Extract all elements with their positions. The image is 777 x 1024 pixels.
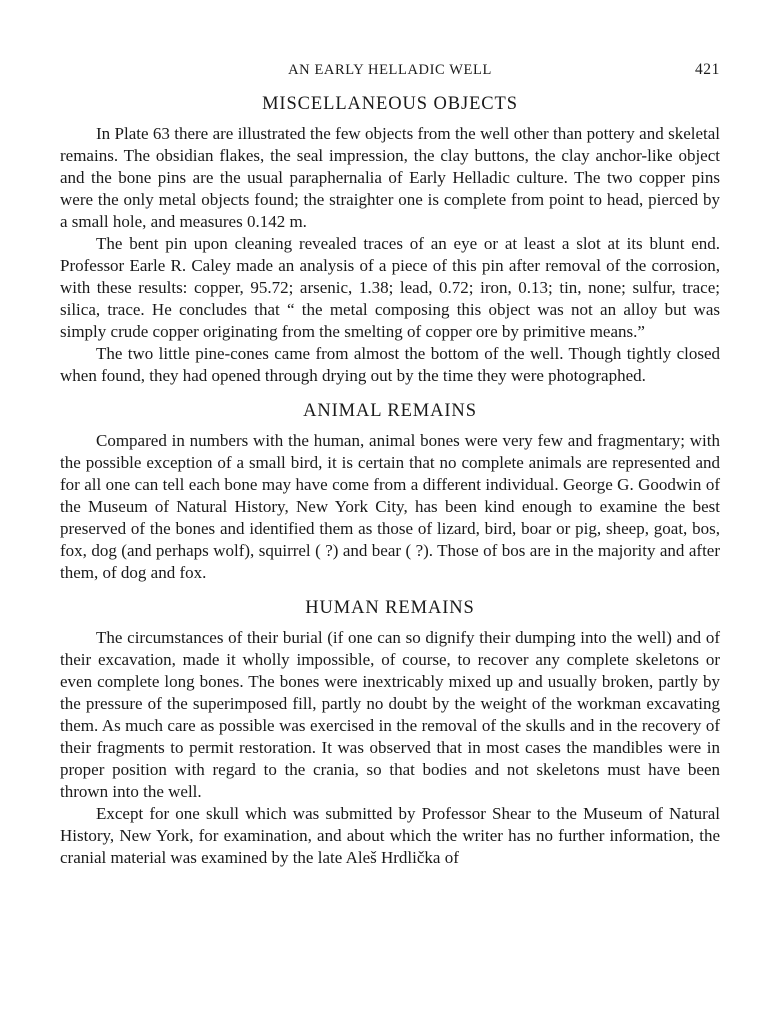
paragraph: The circumstances of their burial (if one can so dignify their dumping into the well) and of their excavation, made it wholly impossible, of course, to recover any complete skeletons or even complete long bones. The bones were inextricably mixed up and usually broken, partly by the pressure of the superimposed fill, partly no doubt by the weight of the workman excavating them. As much care as possible was exercised in the removal of the skulls and in the recovery of their fragments to permit restoration. It was observed that in most cases the mandibles were in proper position with regard to the crania, so that bodies and not skeletons must have been thrown into the well. <box>60 628 720 801</box>
running-head <box>60 56 720 84</box>
running-title: AN EARLY HELLADIC WELL <box>288 62 492 78</box>
page-number: 421 <box>694 61 720 78</box>
section-heading: ANIMAL REMAINS <box>303 401 477 421</box>
section-miscellaneous-objects <box>60 94 720 387</box>
section-human-remains <box>60 598 720 869</box>
section-animal-remains <box>60 401 720 584</box>
journal-page <box>60 56 720 869</box>
section-heading: HUMAN REMAINS <box>305 598 475 618</box>
paragraph: Compared in numbers with the human, animal bones were very few and fragmentary; with the possible exception of a small bird, it is certain that no complete animals are represented and for all one can tell each bone may have come from a different individual. George G. Goodwin of the Museum of Natural History, New York City, has been kind enough to examine the best preserved of the bones and identified them as those of lizard, bird, boar or pig, sheep, goat, bos, fox, dog (and perhaps wolf), squirrel ( ?) and bear ( ?). Those of bos are in the majority and after them, of dog and fox. <box>60 431 720 582</box>
paragraph: The bent pin upon cleaning revealed traces of an eye or at least a slot at its blunt end. Professor Earle R. Caley made an analysis of a piece of this pin after removal of the corrosion, with these results: copper, 95.72; arsenic, 1.38; lead, 0.72; iron, 0.13; tin, none; sulfur, trace; silica, trace. He concludes that “ the metal composing this object was not an alloy but was simply crude copper originating from the smelting of copper ore by primitive means.” <box>60 234 720 341</box>
paragraph: In Plate 63 there are illustrated the few objects from the well other than pottery and skeletal remains. The obsidian flakes, the seal impression, the clay buttons, the clay anchor-like object and the bone pins are the usual paraphernalia of Early Helladic culture. The two copper pins were the only metal objects found; the straighter one is complete from point to head, pierced by a small hole, and measures 0.142 m. <box>60 124 720 231</box>
section-heading: MISCELLANEOUS OBJECTS <box>262 94 518 114</box>
paragraph: Except for one skull which was submitted by Professor Shear to the Museum of Natural History, New York, for examination, and about which the writer has no further information, the cranial material was examined by the late Aleš Hrdlička of <box>60 804 720 867</box>
paragraph: The two little pine-cones came from almost the bottom of the well. Though tightly closed when found, they had opened through drying out by the time they were photographed. <box>60 344 720 385</box>
